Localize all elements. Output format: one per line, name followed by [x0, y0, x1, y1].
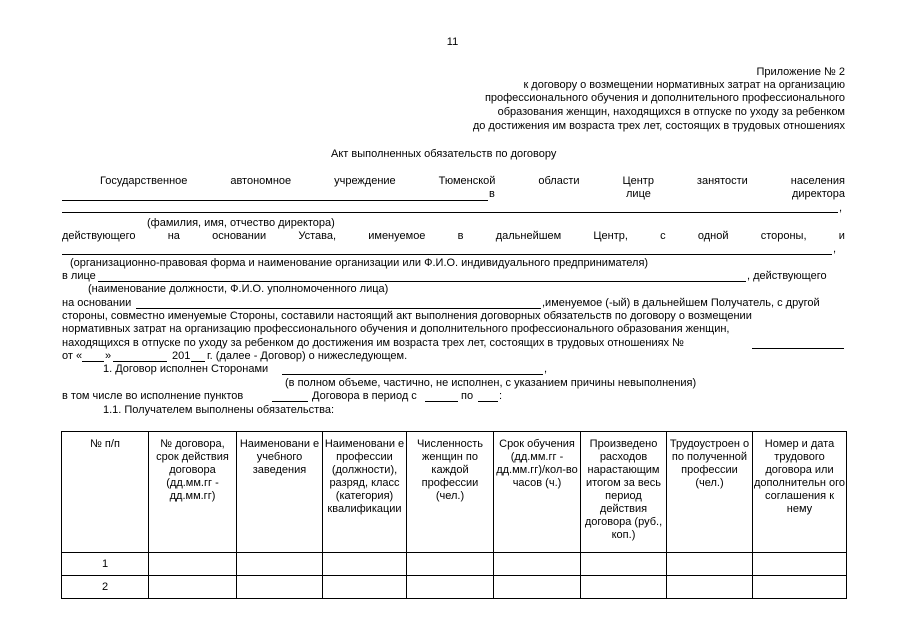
table-cell[interactable]	[753, 576, 847, 599]
word: стороны,	[760, 230, 807, 242]
obligations-table	[61, 431, 847, 599]
text-v: в	[489, 188, 495, 200]
appendix-line: до достижения им возраста трех лет, состоящих в трудовых отношениях	[472, 120, 845, 132]
word: Государственное	[100, 175, 188, 187]
note-position: (наименование должности, Ф.И.О. уполномоченного лица)	[88, 283, 389, 295]
text-recipient: ,именуемое (-ый) в дальнейшем Получатель, с другой	[542, 297, 820, 309]
table-cell[interactable]	[237, 576, 323, 599]
table-cell[interactable]	[494, 553, 581, 576]
intro-line	[100, 175, 845, 188]
table-header-cell: Срок обучения (дд.мм.гг - дд.мм.гг)/кол-во часов (ч.)	[494, 432, 581, 553]
text-to: по	[461, 390, 474, 402]
note-execution: (в полном объеме, частично, не исполнен, с указанием причины невыполнения)	[285, 377, 697, 389]
word: действующего	[62, 230, 136, 242]
colon: :	[499, 390, 503, 402]
comma: ,	[544, 363, 548, 375]
text-obligations: 1.1. Получателем выполнены обязательства:	[103, 404, 335, 416]
blank-year	[191, 361, 205, 362]
body-text: находящихся в отпуске по уходу за ребенком до достижения им возраста трех лет, состоящих в трудовых отношениях №	[62, 337, 684, 349]
table-header-cell: № договора, срок действия договора (дд.мм.гг - дд.мм.гг)	[149, 432, 237, 553]
word: в	[457, 230, 464, 242]
text-including: в том числе во исполнение пунктов	[62, 390, 244, 402]
blank-to	[478, 401, 498, 402]
word: Центр,	[593, 230, 628, 242]
text-director: директора	[791, 188, 845, 200]
word: именуемое	[368, 230, 426, 242]
text-basis: на основании	[62, 297, 132, 309]
text-executed: 1. Договор исполнен Сторонами	[103, 363, 269, 375]
table-cell[interactable]	[581, 553, 667, 576]
table-cell[interactable]	[323, 553, 407, 576]
text-from: от «	[62, 350, 83, 362]
table-row	[62, 576, 847, 599]
blank-day	[82, 361, 104, 362]
table-cell[interactable]	[407, 553, 494, 576]
table-row	[62, 553, 847, 576]
appendix-line: образования женщин, находящихся в отпуске по уходу за ребенком	[497, 106, 845, 118]
blank-from	[425, 401, 458, 402]
table-cell[interactable]	[667, 553, 753, 576]
table-header-cell: Произведено расходов нарастающим итогом за весь период действия договора (руб., коп.)	[581, 432, 667, 553]
text-year: 201	[172, 350, 191, 362]
table-cell[interactable]	[494, 576, 581, 599]
table-cell[interactable]	[323, 576, 407, 599]
word: основании	[212, 230, 267, 242]
appendix-line: профессионального обучения и дополнительного профессионального	[484, 92, 845, 104]
act-title: Акт выполненных обязательств по договору	[331, 148, 557, 160]
text-in-person: в лице	[62, 270, 96, 282]
note-organization: (организационно-правовая форма и наименование организации или Ф.И.О. индивидуального предпринимателя)	[70, 257, 649, 269]
table-cell[interactable]	[667, 576, 753, 599]
table-header-cell: Численность женщин по каждой профессии (чел.)	[407, 432, 494, 553]
table-cell[interactable]: 2	[62, 576, 149, 599]
appendix-line: к договору о возмещении нормативных затрат на организацию	[523, 79, 845, 91]
appendix-title: Приложение № 2	[756, 66, 845, 78]
blank-line	[98, 281, 746, 282]
word: занятости	[696, 175, 748, 187]
table-cell[interactable]	[581, 576, 667, 599]
table-header-cell: № п/п	[62, 432, 149, 553]
text-acting: , действующего	[747, 270, 827, 282]
table-cell[interactable]	[149, 553, 237, 576]
word: с	[660, 230, 666, 242]
table-header-cell: Трудоустроен о по полученной профессии (чел.)	[667, 432, 753, 553]
text-quote: »	[105, 350, 112, 362]
word: на	[167, 230, 180, 242]
page-number: 11	[446, 36, 459, 48]
blank-month	[113, 361, 167, 362]
text-period: Договора в период с	[312, 390, 417, 402]
blank-line	[62, 254, 832, 255]
note-director-name: (фамилия, имя, отчество директора)	[147, 217, 335, 229]
table-cell[interactable]	[407, 576, 494, 599]
blank-points	[272, 401, 308, 402]
blank-line	[62, 200, 488, 201]
body-text: стороны, совместно именуемые Стороны, составили настоящий акт выполнения договорных обязательств по договору о возмещении	[62, 310, 752, 322]
table-header-cell: Номер и дата трудового договора или дополнительн ого соглашения к нему	[753, 432, 847, 553]
table-cell[interactable]	[753, 553, 847, 576]
table-header-cell: Наименовани е учебного заведения	[237, 432, 323, 553]
word: одной	[697, 230, 729, 242]
table-cell[interactable]	[237, 553, 323, 576]
blank-line	[62, 212, 838, 213]
word: области	[538, 175, 580, 187]
text-lice: лице	[626, 188, 651, 200]
table-cell[interactable]	[149, 576, 237, 599]
blank-line	[752, 348, 844, 349]
comma: ,	[833, 243, 837, 255]
table-header-row	[62, 432, 847, 553]
blank-line	[136, 308, 541, 309]
word: Центр	[622, 175, 654, 187]
word: учреждение	[334, 175, 396, 187]
word: населения	[790, 175, 845, 187]
text-contract: г. (далее - Договор) о нижеследующем.	[207, 350, 408, 362]
blank-line	[282, 374, 543, 375]
word: Тюменской	[438, 175, 496, 187]
body-text: нормативных затрат на организацию профессионального обучения и дополнительного профессионального образования женщин,	[62, 323, 730, 335]
word: Устава,	[298, 230, 337, 242]
table-header-cell: Наименовани е профессии (должности), разряд, класс (категория) квалификации	[323, 432, 407, 553]
word: и	[838, 230, 845, 242]
comma: ,	[839, 202, 843, 214]
table-cell[interactable]: 1	[62, 553, 149, 576]
word: дальнейшем	[495, 230, 562, 242]
word: автономное	[230, 175, 292, 187]
acting-line	[62, 230, 845, 243]
